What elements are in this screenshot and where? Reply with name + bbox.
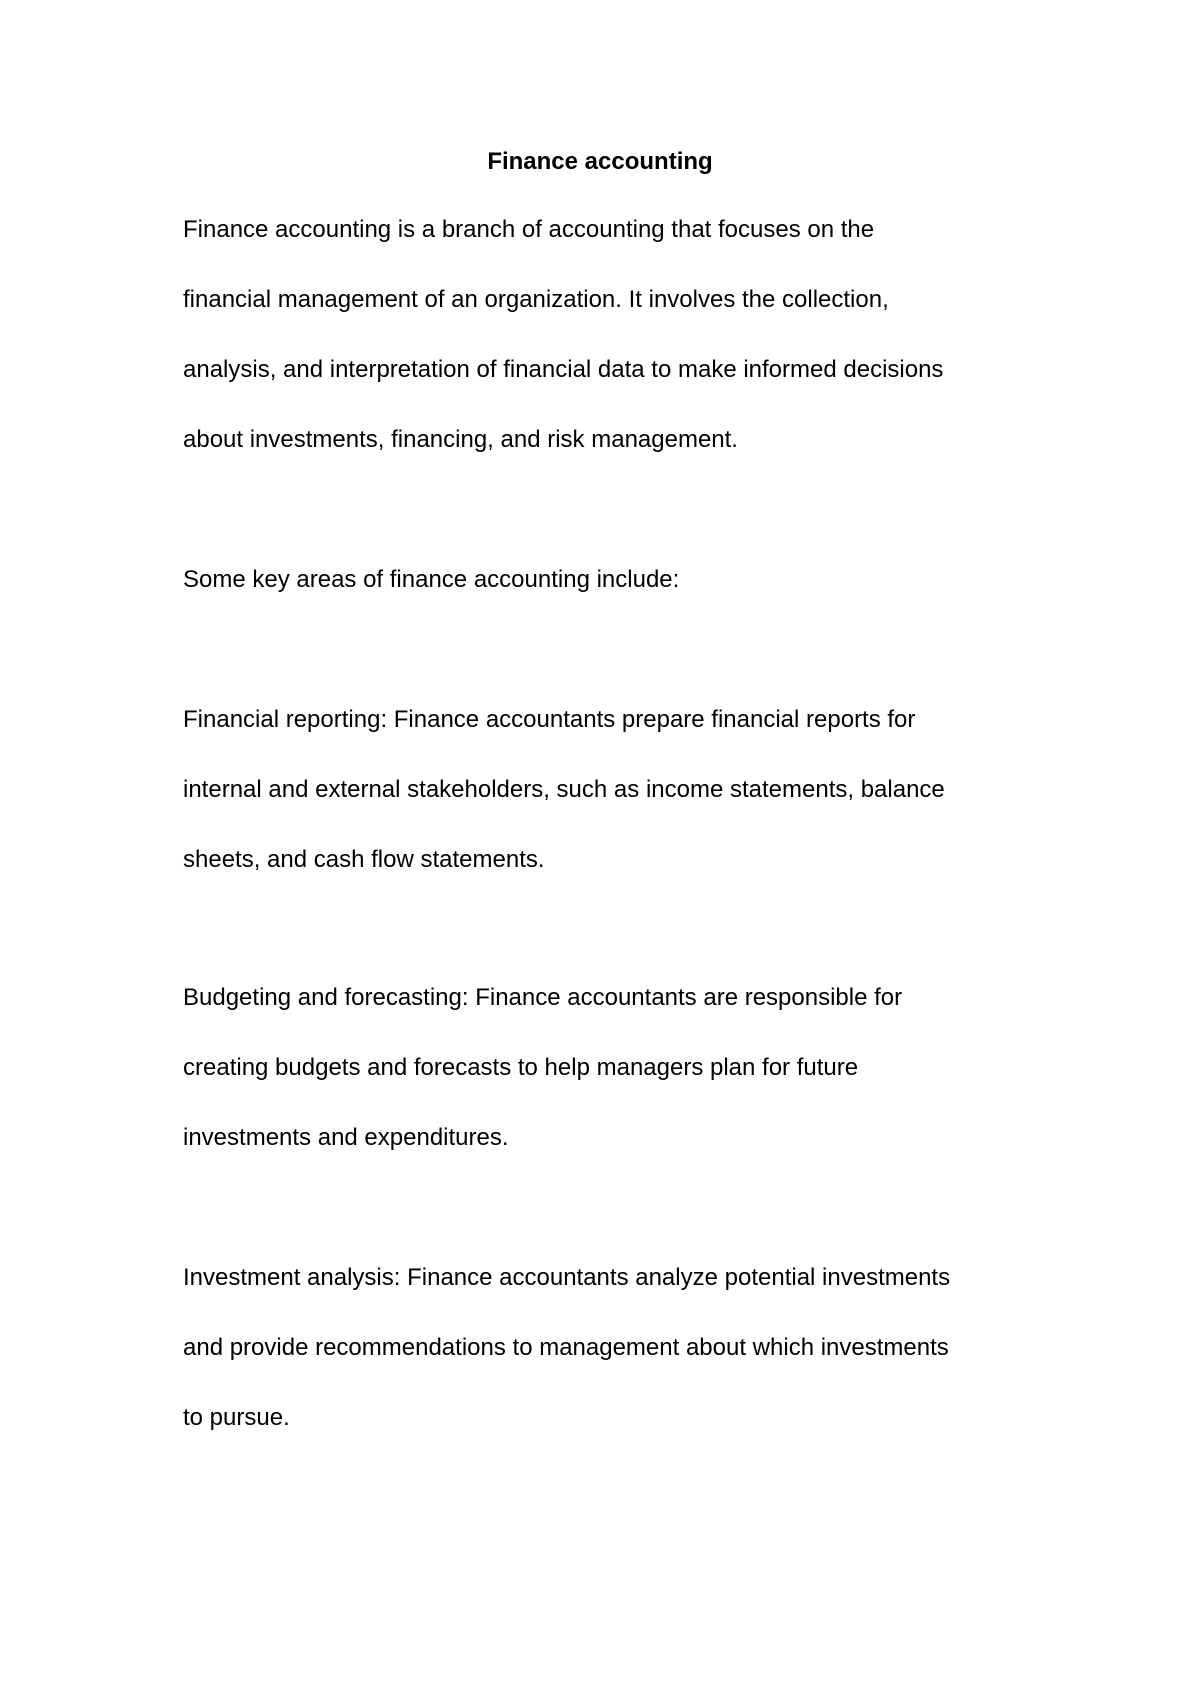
paragraph-line: investments and expenditures. <box>183 1124 509 1151</box>
paragraph-line: to pursue. <box>183 1404 290 1431</box>
paragraph-line: Budgeting and forecasting: Finance accountants are responsible for <box>183 984 903 1011</box>
paragraph-line: Investment analysis: Finance accountants analyze potential investments <box>183 1264 951 1291</box>
paragraph-line: internal and external stakeholders, such as income statements, balance <box>183 776 945 803</box>
document-title: Finance accounting <box>487 148 713 175</box>
paragraph-line: Some key areas of finance accounting include: <box>183 566 680 593</box>
paragraph-line: analysis, and interpretation of financial data to make informed decisions <box>183 356 944 383</box>
paragraph-line: about investments, financing, and risk management. <box>183 426 738 453</box>
paragraph-line: Finance accounting is a branch of accounting that focuses on the <box>183 216 875 243</box>
paragraph-line: creating budgets and forecasts to help managers plan for future <box>183 1054 859 1081</box>
paragraph-line: financial management of an organization. It involves the collection, <box>183 286 889 313</box>
paragraph-line: Financial reporting: Finance accountants prepare financial reports for <box>183 706 916 733</box>
paragraph-line: and provide recommendations to management about which investments <box>183 1334 949 1361</box>
paragraph-line: sheets, and cash flow statements. <box>183 846 545 873</box>
